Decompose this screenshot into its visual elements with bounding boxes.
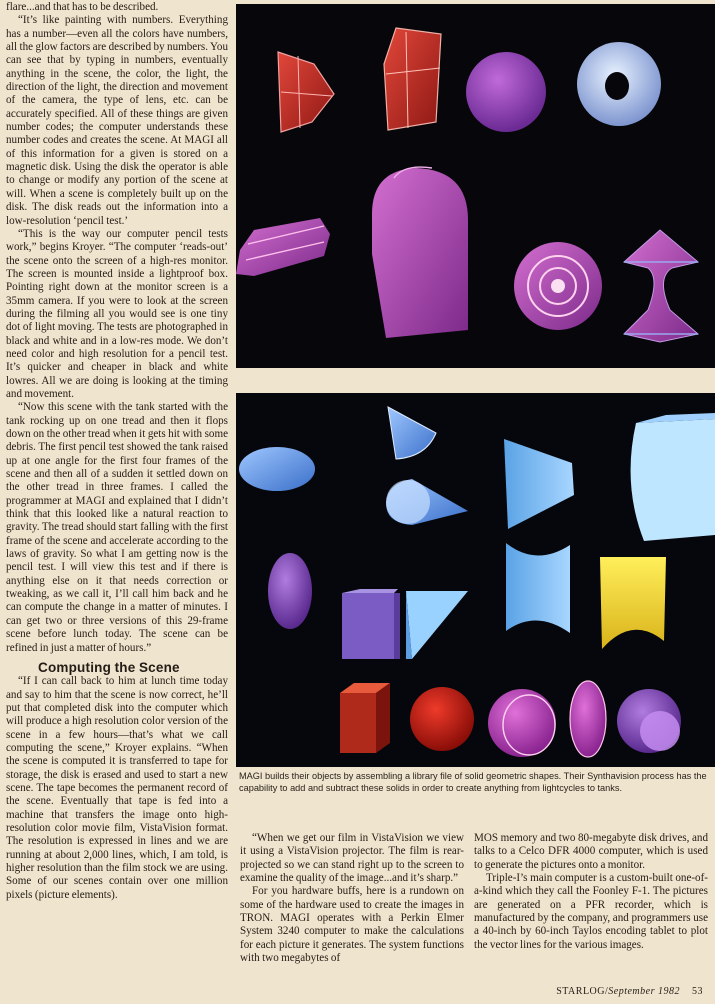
section-heading: Computing the Scene: [38, 659, 180, 675]
photo-solid-shapes-top: [236, 4, 715, 368]
paragraph: For you hardware buffs, here is a rundown on some of the hardware used to create the images in TRON. MAGI operates with a Perkin Elmer System 3240 computer to make the calculations for each picture it generates. The system functions with two megabytes of: [240, 885, 464, 965]
magazine-name: STARLOG/: [556, 986, 609, 997]
paragraph: “When we get our film in VistaVision we view it using a VistaVision projector. The film is rear-projected so we can stand right up to the screen to examine the quality of the image...and it’s sharp.”: [240, 832, 464, 885]
photo-caption: MAGI builds their objects by assembling a library file of solid geometric shapes. Their Synthavision process has the capability to add and subtract these solids in order to create anything from lightcycles to tanks.: [239, 771, 707, 794]
paragraph: MOS memory and two 80-megabyte disk drives, and talks to a Celco DFR 4000 computer, which is used to generate the pictures onto a monitor.: [474, 832, 708, 871]
paragraph: flare...and that has to be described.: [6, 1, 159, 13]
paragraph: “This is the way our computer pencil tests work,” begins Kroyer. “The computer ‘reads-out’ the scene onto the screen of a high-res monitor. The screen is mounted inside a lightproof box. Pointing right down at the monitor screen is a 35mm camera. If you were to look at the screen during the filming all you would see is one tiny dot of light moving. The tests are photographed in black and white and in a low-res mode. We don’t need color and high resolution for a pencil test. It’s quicker and cheaper in black and white lowres. All we are doing is looking at the timing and movement.: [6, 227, 228, 400]
bottom-column-2: [474, 832, 708, 982]
paragraph: “Now this scene with the tank started with the tank rocking up on one tread and then it flops down on the other tread when it gets hit with some debris. The first pencil test showed the tank raised up at one angle for the first four frames of the scene and then all of a sudden it settled down on the other tread in three frames. I called the programmer at MAGI and explained that I didn’t think that this looked like a natural reaction to gravity. The tread should start falling with the first frame of the scene and accelerate according to the laws of gravity. So what I am getting now is the pencil test. I will view this test and if there is anything else on it that needs correction or tweaking, as we call it, I’ll call him back and he can compute the change in a matter of minutes. I can get two or three versions of this 29-frame scene before lunch today. The scene can be refined in just a matter of hours.”: [6, 401, 228, 654]
page-number: 53: [692, 986, 703, 997]
bottom-column-1: [240, 832, 464, 1002]
page-footer: [556, 986, 703, 997]
left-column: [6, 1, 228, 1004]
paragraph: Triple-I’s main computer is a custom-built one-of-a-kind which they call the Foonley F-1. The pictures are generated on a PFR recorder, which is manufactured by the company, and programmers use a 40-inch by 60-inch Taylos encoding tablet to plot the vector lines for the various images.: [474, 872, 708, 951]
photo-solid-shapes-bottom: [236, 393, 715, 767]
issue-date: September 1982: [608, 986, 680, 997]
paragraph: “If I can call back to him at lunch time today and say to him that the scene is now correct, he’ll put that completed disk into the computer which will produce a high resolution color version of the scene in a few hours—that’s what we call computing the scene,” Kroyer explains. “When the scene is computed it is transferred to tape for storage, the disk is erased and used to start a new scene. The tape becomes the permanent record of the scene. Eventually that tape is fed into a machine that transfers the image onto high-resolution color movie film, VistaVision format. The resolution is expressed in lines and we are running at about 2,000 lines, which, I am told, is higher resolution than the film stock we are using. Some of our scenes contain over one million pixels (picture elements).: [6, 675, 228, 901]
paragraph: “It’s like painting with numbers. Everything has a number—even all the colors have numbers, all the glow factors are described by numbers. You can see that by typing in numbers, eventually anything in the scene, the color, the light, the direction of the light, the direction and movement of the camera, the type of lens, etc. can be accurately specified. All of these things are given number codes; the computer understands these number codes and creates the scene. At MAGI all of this information for a given is stored on a magnetic disk. Using the disk the operator is able to change or modify any portion of the scene at will. When a scene is completely built up on the disk. The disk reads out the information into a low-resolution ‘pencil test.’: [6, 14, 228, 227]
